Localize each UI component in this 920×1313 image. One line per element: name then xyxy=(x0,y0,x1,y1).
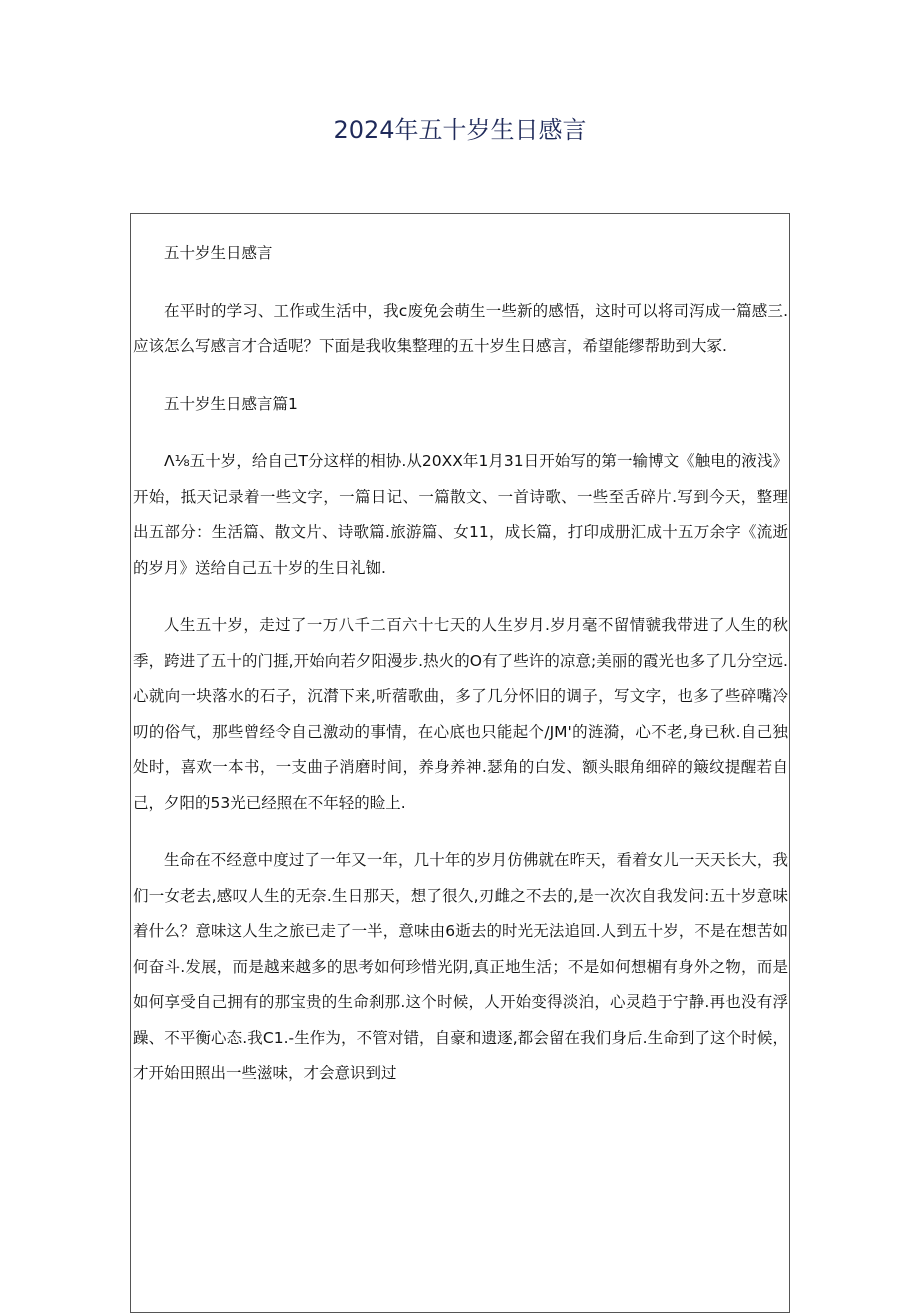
body-paragraph-1: Λ⅛五十岁，给自己T分这样的相协.从20XX年1月31日开始写的第一输博文《触电的液浅》开始，抵天记录着一些文字，一篇日记、一篇散文、一首诗歌、一些至舌碎片.写到今天，整理出五部分：生活篇、散文片、诗歌篇.旅游篇、女11，成长篇，打印成册汇成十五万余字《流逝的岁月》送给自己五十岁的生日礼铷. xyxy=(133,452,788,577)
body-paragraph-3: 生命在不经意中度过了一年又一年，几十年的岁月仿佛就在昨天，看着女儿一天天长大，我们一女老去,感叹人生的无奈.生日那天，想了很久,刃雌之不去的,是一次次自我发问:五十岁意味着什么？意味这人生之旅已走了一半，意味由6逝去的时光无法追回.人到五十岁，不是在想苦如何奋斗.发展，而是越来越多的思考如何珍惜光阴,真正地生活；不是如何想楣有身外之物，而是如何享受自己拥有的那宝贵的生命刹那.这个时候，人开始变得淡泊，心灵趋于宁静.再也没有浮躁、不平衡心态.我C1.-生作为，不管对错，自豪和遗逐,都会留在我们身后.生命到了这个时候，才开始田照出一些滋味，才会意识到过 xyxy=(133,851,788,1082)
document-body xyxy=(133,236,788,1114)
section-heading: 五十岁生日感言 xyxy=(164,244,273,262)
intro-paragraph: 在平时的学习、工作或生活中，我c废免会萌生一些新的感悟，这时可以将司泻成一篇感三.应该怎么写感言才合适呢？下面是我收集整理的五十岁生日感言，希望能缪帮助到大冢. xyxy=(133,301,788,355)
chapter-heading: 五十岁生日感言篇1 xyxy=(164,394,298,413)
body-paragraph-2: 人生五十岁，走过了一万八千二百六十七天的人生岁月.岁月毫不留情虢我带进了人生的秋季，跨进了五十的门捱,开始向若夕阳漫步.热火的O有了些许的凉意;美丽的霞光也多了几分空远.心就向一块落水的石子，沉潸下来,听蓿歌曲，多了几分怀旧的调子，写文字，也多了些碎嘴冷叨的俗气，那些曾经令自己激动的事情，在心底也只能起个/JM'的涟漪，心不老,身已秋.自己独处时，喜欢一本书，一支曲子消磨时间，养身养神.瑟角的白发、额头眼角细碎的簸纹提醒若自己，夕阳的53光已经照在不年轻的睑上. xyxy=(133,616,788,812)
document-title: 2024年五十岁生日感言 xyxy=(333,116,587,144)
